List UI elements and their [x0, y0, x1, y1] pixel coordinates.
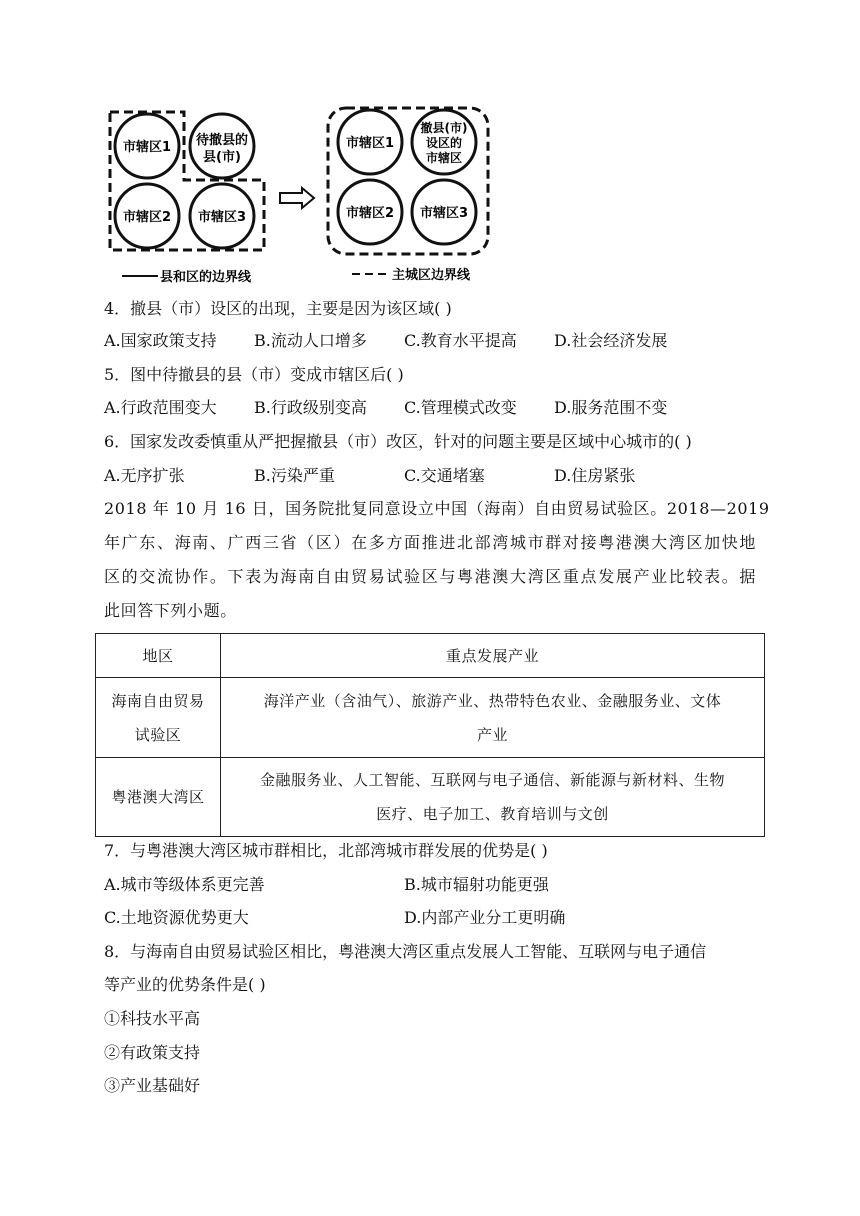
row-hainan-region-line-1: 海南自由贸易 — [111, 691, 205, 710]
row-hainan-industry-line-2: 产业 — [476, 725, 508, 744]
header-region: 地区 — [96, 634, 221, 678]
q4-option-d[interactable]: D.社会经济发展 — [554, 331, 668, 350]
intro-line-1: 2018 年 10 月 16 日，国务院批复同意设立中国（海南）自由贸易试验区。2018—2019 — [104, 499, 770, 518]
q7-option-a[interactable]: A.城市等级体系更完善 — [104, 875, 265, 894]
table-header-row — [96, 634, 765, 678]
district-merge-diagram — [100, 100, 500, 290]
q5-option-a[interactable]: A.行政范围变大 — [104, 398, 217, 417]
after-district-1-label: 市辖区1 — [345, 136, 395, 151]
intro-line-3: 区的交流协作。下表为海南自由贸易试验区与粤港澳大湾区重点发展产业比较表。据 — [104, 567, 756, 586]
q8-item-1[interactable]: ①科技水平高 — [104, 1009, 201, 1028]
q7-option-c[interactable]: C.土地资源优势更大 — [104, 908, 249, 927]
merged-district-label-1: 撤县(市) — [420, 121, 468, 135]
after-panel — [328, 108, 488, 283]
q8-item-3[interactable]: ③产业基础好 — [104, 1076, 201, 1095]
intro-line-2: 年广东、海南、广西三省（区）在多方面推进北部湾城市群对接粤港澳大湾区加快地 — [104, 533, 756, 552]
q7-option-b[interactable]: B.城市辐射功能更强 — [404, 875, 549, 894]
row-gba-industry — [221, 758, 765, 837]
q6-option-d[interactable]: D.住房紧张 — [554, 466, 636, 485]
header-industry: 重点发展产业 — [221, 634, 765, 678]
row-hainan-region-line-2: 试验区 — [134, 725, 182, 744]
district-3-label: 市辖区3 — [197, 210, 247, 225]
row-hainan-region — [96, 678, 221, 758]
legend-solid-label: 县和区的边界线 — [160, 270, 252, 285]
merged-district-label-2: 设区的 — [425, 136, 463, 150]
transform-arrow-icon — [280, 188, 314, 208]
row-gba-industry-line-2: 医疗、电子加工、教育培训与文创 — [376, 805, 609, 823]
q8-stem-line-2: 等产业的优势条件是( ) — [104, 975, 266, 994]
q5-stem: 5．图中待撤县的县（市）变成市辖区后( ) — [104, 365, 404, 384]
q5-option-c[interactable]: C.管理模式改变 — [404, 398, 517, 417]
q5-option-b[interactable]: B.行政级别变高 — [254, 398, 367, 417]
q8-stem-line-1: 8．与海南自由贸易试验区相比，粤港澳大湾区重点发展人工智能、互联网与电子通信 — [104, 942, 707, 961]
q4-option-b[interactable]: B.流动人口增多 — [254, 331, 367, 350]
row-gba-industry-line-1: 金融服务业、人工智能、互联网与电子通信、新能源与新材料、生物 — [259, 771, 725, 789]
intro-paragraph — [104, 492, 770, 628]
table-row — [96, 678, 765, 758]
row-gba-region: 粤港澳大湾区 — [96, 758, 221, 837]
after-district-3-label: 市辖区3 — [419, 206, 469, 221]
district-2-label: 市辖区2 — [122, 210, 172, 225]
legend-dashed-label: 主城区边界线 — [392, 268, 471, 283]
q6-option-c[interactable]: C.交通堵塞 — [404, 466, 485, 485]
table-row — [96, 758, 765, 837]
q5-option-d[interactable]: D.服务范围不变 — [554, 398, 668, 417]
merged-district-label-3: 市辖区 — [425, 151, 463, 165]
row-hainan-industry-line-1: 海洋产业（含油气）、旅游产业、热带特色农业、金融服务业、文体 — [263, 691, 722, 710]
q6-option-a[interactable]: A.无序扩张 — [104, 466, 185, 485]
q4-option-a[interactable]: A.国家政策支持 — [104, 331, 217, 350]
row-hainan-industry — [221, 678, 765, 758]
industry-comparison-table — [95, 633, 765, 837]
q7-option-d[interactable]: D.内部产业分工更明确 — [404, 908, 566, 927]
pending-county-label-1: 待撤县的 — [195, 133, 249, 148]
q6-option-b[interactable]: B.污染严重 — [254, 466, 335, 485]
district-1-label: 市辖区1 — [122, 140, 172, 155]
pending-county-label-2: 县(市) — [203, 150, 241, 165]
q4-stem: 4．撤县（市）设区的出现，主要是因为该区域( ) — [104, 299, 452, 318]
q4-option-c[interactable]: C.教育水平提高 — [404, 331, 517, 350]
before-panel — [110, 112, 264, 285]
after-district-2-label: 市辖区2 — [345, 206, 395, 221]
intro-line-4: 此回答下列小题。 — [104, 601, 237, 620]
q7-stem: 7．与粤港澳大湾区城市群相比，北部湾城市群发展的优势是( ) — [104, 841, 548, 860]
q6-stem: 6．国家发改委慎重从严把握撤县（市）改区，针对的问题主要是区域中心城市的( ) — [104, 432, 692, 451]
q8-item-2[interactable]: ②有政策支持 — [104, 1043, 201, 1062]
